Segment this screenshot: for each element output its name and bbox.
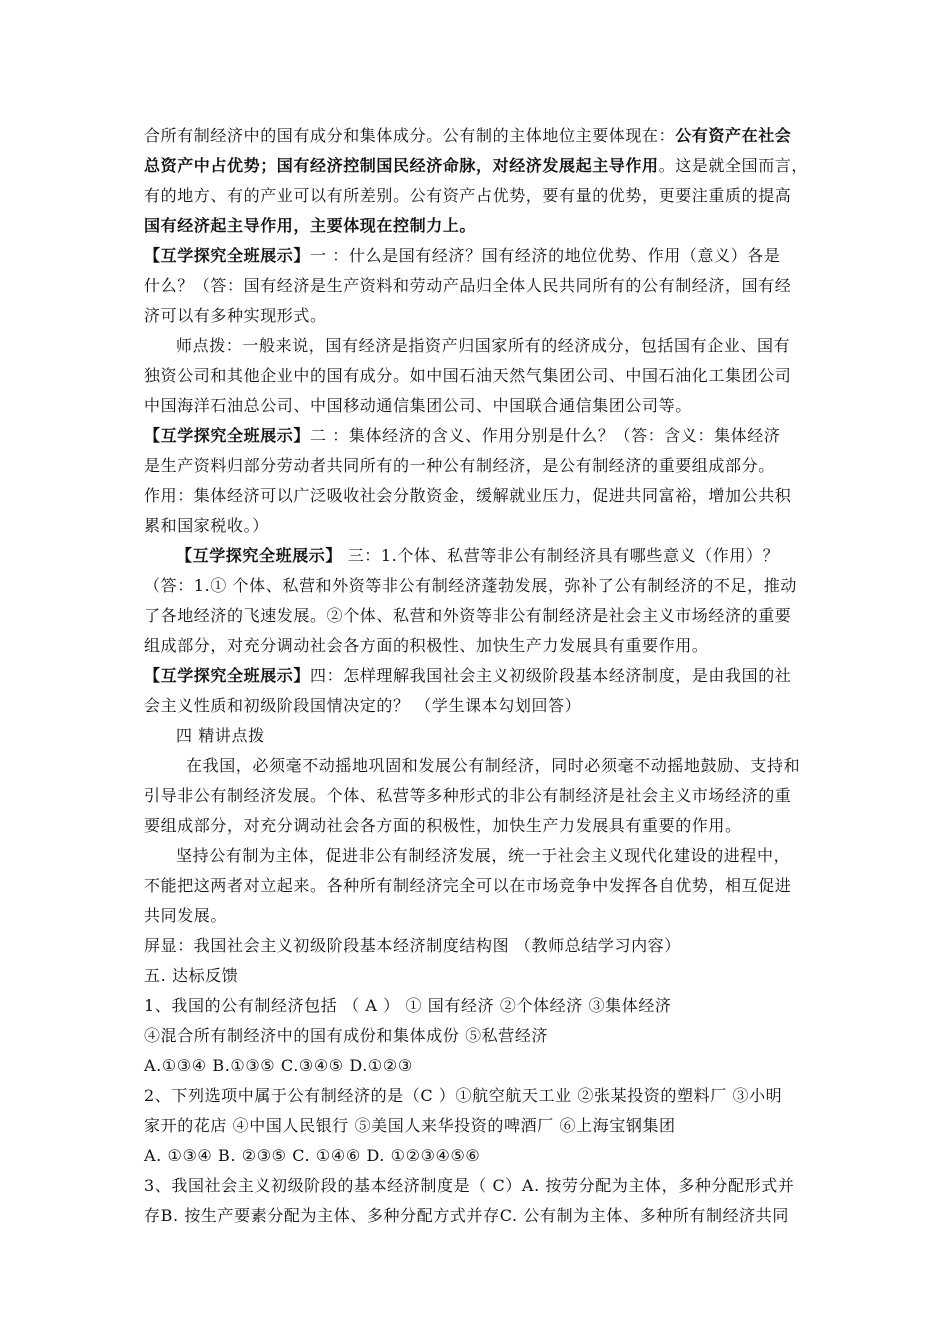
text-line: 济可以有多种实现形式。	[144, 306, 327, 325]
exercise-line: 存B. 按生产要素分配为主体、多种分配方式并存C. 公有制为主体、多种所有制经济共同	[144, 1206, 789, 1225]
text-line: （答：1.① 个体、私营和外资等非公有制经济蓬勃发展，弥补了公有制经济的不足，推动	[144, 576, 797, 595]
text-line: 作用：集体经济可以广泛吸收社会分散资金，缓解就业压力，促进共同富裕，增加公共积	[144, 486, 792, 505]
question-line	[144, 246, 781, 266]
question-line	[144, 666, 791, 686]
text-line: 累和国家税收。）	[144, 516, 269, 535]
text-span: 三：1.个体、私营等非公有制经济具有哪些意义（作用）？	[342, 546, 780, 565]
text-span: 合所有制经济中的国有成分和集体成分。公有制的主体地位主要体现在：	[144, 126, 676, 145]
text-line: 要组成部分，对充分调动社会各方面的积极性，加快生产力发展具有重要的作用。	[144, 816, 742, 835]
text-line: 是生产资料归部分劳动者共同所有的一种公有制经济，是公有制经济的重要组成部分。	[144, 456, 775, 475]
text-span: 。这是就全国而言，	[658, 156, 809, 175]
exercise-options: A. ①③④ B. ②③⑤ C. ①④⑥ D. ①②③④⑤⑥	[144, 1146, 481, 1165]
question-line	[176, 546, 779, 566]
exercise-line: 2、下列选项中属于公有制经济的是（C ）①航空航天工业 ②张某投资的塑料厂 ③小明	[144, 1086, 783, 1105]
section-label: 【互学探究全班展示】	[144, 666, 311, 685]
text-line: 屏显：我国社会主义初级阶段基本经济制度结构图 （教师总结学习内容）	[144, 936, 681, 955]
text-line: 坚持公有制为主体，促进非公有制经济发展，统一于社会主义现代化建设的进程中，	[176, 846, 791, 865]
section-label: 【互学探究全班展示】	[144, 246, 311, 265]
text-line	[144, 156, 808, 176]
text-line	[144, 126, 791, 146]
text-span: 二 ：集体经济的含义、作用分别是什么？（答：含义：集体经济	[310, 426, 781, 445]
text-span: 一 ：什么是国有经济？国有经济的地位优势、作用（意义）各是	[310, 246, 781, 265]
text-line: 组成部分，对充分调动社会各方面的积极性、加快生产力发展具有重要作用。	[144, 636, 709, 655]
section-heading: 五. 达标反馈	[144, 966, 239, 985]
text-line: 在我国，必须毫不动摇地巩固和发展公有制经济，同时必须毫不动摇地鼓励、支持和	[186, 756, 801, 775]
bold-line	[144, 216, 476, 236]
text-line: 师点拨：一般来说，国有经济是指资产归国家所有的经济成分，包括国有企业、国有	[176, 336, 791, 355]
exercise-line: 3、我国社会主义初级阶段的基本经济制度是（ C）A. 按劳分配为主体，多种分配形式并	[144, 1176, 795, 1195]
text-line: 独资公司和其他企业中的国有成分。如中国石油天然气集团公司、中国石油化工集团公司	[144, 366, 792, 385]
exercise-options: A.①③④ B.①③⑤ C.③④⑤ D.①②③	[144, 1056, 413, 1075]
text-line: 中国海洋石油总公司、中国移动通信集团公司、中国联合通信集团公司等。	[144, 396, 692, 415]
bold-text: 国有经济起主导作用，主要体现在控制力上。	[144, 216, 477, 235]
section-heading: 四 精讲点拨	[176, 726, 265, 745]
exercise-line: 家开的花店 ④中国人民银行 ⑤美国人来华投资的啤酒厂 ⑥上海宝钢集团	[144, 1116, 676, 1135]
text-line: 了各地经济的飞速发展。②个体、私营和外资等非公有制经济是社会主义市场经济的重要	[144, 606, 792, 625]
exercise-line: 1、我国的公有制经济包括 （ A ） ① 国有经济 ②个体经济 ③集体经济	[144, 996, 672, 1015]
text-line: 有的地方、有的产业可以有所差别。公有资产占优势，要有量的优势，更要注重质的提高	[144, 186, 792, 205]
bold-text: 公有资产在社会	[675, 126, 792, 145]
text-line: 引导非公有制经济发展。个体、私营等多种形式的非公有制经济是社会主义市场经济的重	[144, 786, 792, 805]
section-label: 【互学探究全班展示】	[176, 546, 343, 565]
text-line: 共同发展。	[144, 906, 228, 925]
text-span: 四：怎样理解我国社会主义初级阶段基本经济制度，是由我国的社	[310, 666, 792, 685]
section-label: 【互学探究全班展示】	[144, 426, 311, 445]
text-line: 会主义性质和初级阶段国情决定的？ （学生课本勾划回答）	[144, 696, 582, 715]
text-line: 不能把这两者对立起来。各种所有制经济完全可以在市场竞争中发挥各自优势，相互促进	[144, 876, 792, 895]
text-line: 什么？（答：国有经济是生产资料和劳动产品归全体人民共同所有的公有制经济，国有经	[144, 276, 792, 295]
question-line	[144, 426, 781, 446]
exercise-line: ④混合所有制经济中的国有成份和集体成份 ⑤私营经济	[144, 1026, 549, 1045]
bold-text: 总资产中占优势；国有经济控制国民经济命脉，对经济发展起主导作用	[144, 156, 659, 175]
